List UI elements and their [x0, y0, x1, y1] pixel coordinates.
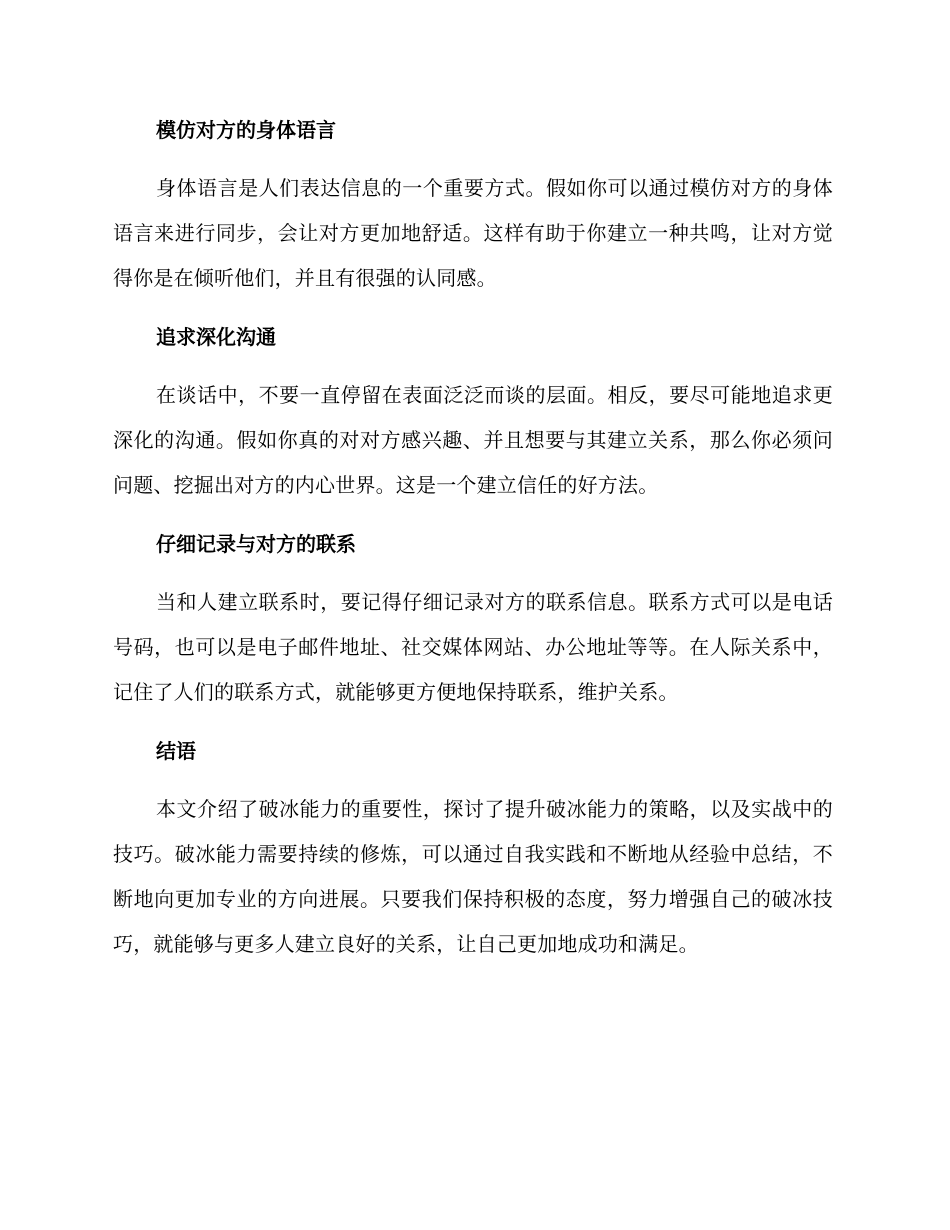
paragraph-line: 电话号码，也可以是电子邮件地址、社交媒体网站、办公地址等等。在人际	[113, 590, 833, 659]
section-paragraph-body-language	[113, 166, 833, 301]
section-heading-body-language: 模仿对方的身体语言	[156, 118, 336, 142]
paragraph-line: 让对方觉得你是在倾听他们，并且有很强的认同感。	[113, 221, 833, 290]
section-paragraph-deep-communication	[113, 373, 833, 508]
section-paragraph-conclusion	[113, 787, 833, 967]
section-paragraph-record-contacts	[113, 580, 833, 715]
paragraph-line: 身体语言是人们表达信息的一个重要方式。假如你可以通过模仿对方的	[156, 176, 793, 200]
paragraph-line: 在谈话中，不要一直停留在表面泛泛而谈的层面。相反，要尽可能地追	[156, 383, 793, 407]
paragraph-line: 总结，不断地向更加专业的方向进展。只要我们保持积极的态度，努力增强	[113, 842, 833, 911]
paragraph-line: 求更深化的沟通。假如你真的对对方感兴趣、并且想要与其建立关系，那么	[113, 383, 833, 452]
document-page	[113, 108, 833, 981]
paragraph-line: 身体语言来进行同步，会让对方更加地舒适。这样有助于你建立一种共鸣，	[113, 176, 833, 245]
paragraph-line: 自己的破冰技巧，就能够与更多人建立良好的关系，让自己更加地成功和满	[113, 887, 833, 956]
paragraph-line: 当和人建立联系时，要记得仔细记录对方的联系信息。联系方式可以是	[156, 590, 793, 614]
paragraph-line: 关系中，记住了人们的联系方式，就能够更方便地保持联系，维护关系。	[113, 635, 833, 704]
section-heading-record-contacts: 仔细记录与对方的联系	[156, 532, 356, 556]
paragraph-line: 你必须问问题、挖掘出对方的内心世界。这是一个建立信任的好方法。	[113, 428, 833, 497]
section-heading-conclusion: 结语	[156, 739, 196, 763]
paragraph-line: 足。	[658, 932, 699, 956]
paragraph-line: 中的技巧。破冰能力需要持续的修炼，可以通过自我实践和不断地从经验中	[113, 797, 833, 866]
paragraph-line: 本文介绍了破冰能力的重要性，探讨了提升破冰能力的策略，以及实战	[156, 797, 793, 821]
section-heading-deep-communication: 追求深化沟通	[156, 325, 276, 349]
